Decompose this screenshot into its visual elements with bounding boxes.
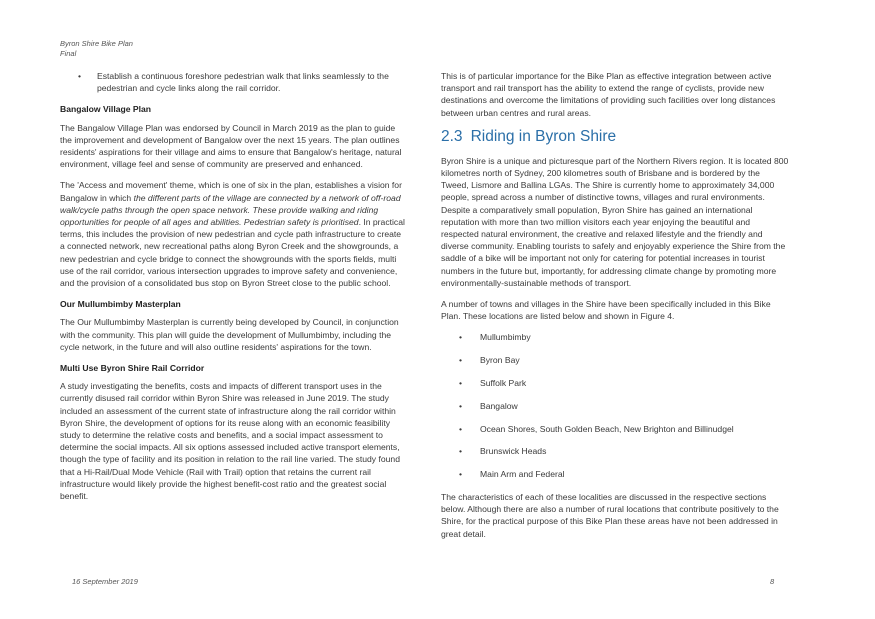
- page-number: 8: [770, 577, 775, 586]
- mullumbimby-paragraph: The Our Mullumbimby Masterplan is currently being developed by Council, in conjunction with the community. This plan will guide the development of Mullumbimby, including the cycle network, in the future and will also outline residents' aspirations for the town.: [60, 317, 399, 352]
- bangalow-heading: Bangalow Village Plan: [60, 104, 152, 115]
- section-title: Riding in Byron Shire: [470, 127, 617, 145]
- bullet-dot-icon: •: [459, 332, 463, 343]
- rail-corridor-paragraph: A study investigating the benefits, costs and impacts of different transport uses in the currently disused rail corridor within Byron Shire was released in June 2019. The study included an assessment of the current state of infrastructure along the rail corridor within Byron Shire, the development of options for its reuse along with an economic feasibility study to determine the relative costs and benefits, and a social impact assessment to determine the social impacts. All six options assessed included active transport elements, though the type of facility and its position in relation to the rail line varied. The study found that a Hi-Rail/Dual Mode Vehicle (Rail with Trail) option that retains the current rail infrastructure would likely provide the highest benefit-cost ratio and the greatest social benefit.: [60, 381, 400, 502]
- riding-paragraph-1: Byron Shire is a unique and picturesque part of the Northern Rivers region. It is located 800 kilometres north of Sydney, 200 kilometres south of Brisbane and is bordered by the Tweed, Lismore and Ballina LGAs. The Shire is currently home to approximately 34,000 people, spread across a number of distinctive towns, villages and rural environments. Despite a comparatively small population, Byron Shire has gained an international reputation with more than two million visitors each year enjoying the beautiful and respected natural environment, the creative and relaxed lifestyle and the friendly and diverse community. Enabling tourists to safely and enjoyably experience the Shire from the saddle of a bike will be important not only for catering for potential increases in tourist numbers in the future but, importantly, for addressing climate change by promoting more environmentally-sustainable methods of transport.: [441, 155, 789, 288]
- bangalow-p2-end: . In practical terms, this includes the provision of new pedestrian and cycle path infrastructure to create a connected network, new recreational paths along Byron Creek and the showgrounds, a new pedestrian and cycle bridge to connect the showgrounds with the sports fields, multi use of the rail corridor, various intersection upgrades to improve safety and convenience, and the provision of a consolidated bus stop on Byron Street close to the public school.: [60, 217, 405, 289]
- bullet-dot-icon: •: [459, 423, 463, 434]
- bullet-dot-icon: •: [459, 355, 463, 366]
- section-number: 2.3: [441, 127, 463, 145]
- header-status: Final: [60, 49, 77, 58]
- bullet-item: [60, 70, 406, 94]
- list-item: [441, 354, 789, 366]
- rail-corridor-heading: Multi Use Byron Shire Rail Corridor: [60, 363, 205, 374]
- list-item: [441, 400, 789, 412]
- town-name: Bangalow: [480, 400, 518, 411]
- running-header: [60, 39, 133, 59]
- left-column: [60, 70, 406, 511]
- right-column: [441, 70, 789, 549]
- footer-date: 16 September 2019: [72, 577, 138, 586]
- town-name: Mullumbimby: [480, 332, 531, 343]
- bangalow-paragraph-1: The Bangalow Village Plan was endorsed by Council in March 2019 as the plan to guide the improvement and development of Bangalow over the next 15 years. The plan outlines residents' aspirations for their village and aims to ensure that Bangalow's heritage, natural environment, village feel and sense of community are preserved and enhanced.: [60, 122, 402, 170]
- bullet-dot-icon: •: [459, 400, 463, 411]
- bullet-dot-icon: •: [459, 378, 463, 389]
- list-item: [441, 445, 789, 457]
- rail-integration-paragraph: This is of particular importance for the Bike Plan as effective integration between active transport and rail transport has the ability to extend the range of cyclists, provide new destinations and overcome the limitations of providing such facilities over long distances between urban centres and rural areas.: [441, 71, 776, 118]
- list-item: [441, 331, 789, 343]
- header-title: Byron Shire Bike Plan: [60, 39, 133, 48]
- bullet-dot-icon: •: [78, 71, 82, 81]
- bullet-dot-icon: •: [459, 469, 463, 480]
- town-name: Byron Bay: [480, 355, 520, 366]
- mullumbimby-heading: Our Mullumbimby Masterplan: [60, 299, 181, 310]
- bangalow-p2-quote: the different parts of the village are connected by a network of off-road walk/cycle paths through the open space network. These provide walking and riding opportunities for people of all ages and abilities. Pedestrian safety is prioritised: [60, 192, 401, 228]
- riding-paragraph-3: The characteristics of each of these localities are discussed in the respective sections below. Although there are also a number of rural locations that contribute positively to the Shire, for the practical purpose of this Bike Plan these areas have not been addressed in great detail.: [441, 492, 779, 539]
- town-name: Suffolk Park: [480, 378, 527, 389]
- bullet-dot-icon: •: [459, 446, 463, 457]
- town-name: Brunswick Heads: [480, 446, 547, 457]
- towns-list: [441, 331, 789, 480]
- list-item: [441, 377, 789, 389]
- bullet-text: Establish a continuous foreshore pedestrian walk that links seamlessly to the pedestrian and cycle links along the rail corridor.: [97, 71, 389, 94]
- town-name: Main Arm and Federal: [480, 469, 565, 480]
- list-item: [441, 468, 789, 480]
- bangalow-p2-start: The 'Access and movement' theme, which is one of six in the plan, establishes a vision for Bangalow in which: [60, 180, 402, 203]
- bangalow-paragraph-2: [60, 179, 406, 289]
- list-item: [441, 423, 789, 435]
- riding-paragraph-2: A number of towns and villages in the Shire have been specifically included in this Bike Plan. These locations are listed below and shown in Figure 4.: [441, 299, 771, 322]
- section-heading: [441, 128, 789, 146]
- town-name: Ocean Shores, South Golden Beach, New Brighton and Billinudgel: [480, 423, 734, 434]
